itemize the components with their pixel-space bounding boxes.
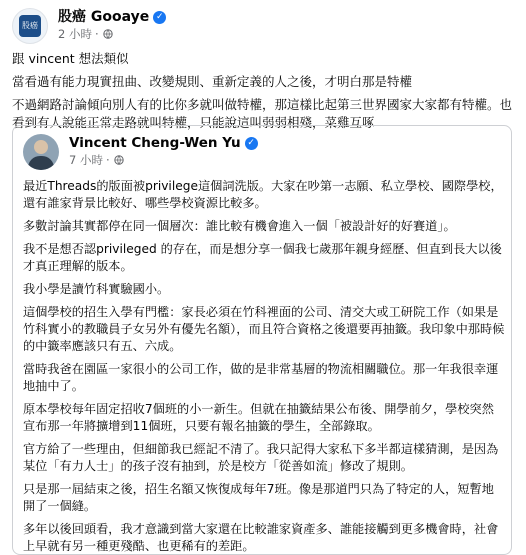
shared-post-timestamp[interactable]: 7 小時	[69, 153, 103, 167]
post-body	[12, 50, 517, 137]
shared-author-name[interactable]: Vincent Cheng-Wen Yu	[69, 135, 241, 151]
shared-paragraph: 多數討論其實都停在同一個層次：誰比較有機會進入一個「被設計好的好賽道」。	[23, 219, 456, 233]
globe-icon	[114, 155, 124, 165]
shared-post-body	[23, 178, 505, 555]
shared-paragraph: 原本學校每年固定招收7個班的小一新生。但就在抽籤結果公布後、開學前夕，學校突然宣布那一年將擴增到11個班，只要有報名抽籤的學生，全部錄取。	[23, 402, 494, 433]
shared-paragraph: 我小學是讀竹科實驗國小。	[23, 282, 170, 296]
shared-paragraph: 最近Threads的版面被privilege這個詞洗版。大家在吵第一志願、私立學校、國際學校，還有誰家背景比較好、哪些學校資源比較多。	[23, 179, 503, 210]
shared-paragraph: 多年以後回頭看，我才意識到當大家還在比較誰家資產多、誰能接觸到更多機會時，社會上早就有另一種更殘酷、也更稀有的差距。	[23, 522, 499, 553]
shared-post-header: Vincent Cheng-Wen Yu ✓ 7 小時 ·	[23, 134, 258, 170]
shared-post-card[interactable]	[12, 125, 512, 555]
verified-badge-icon: ✓	[153, 11, 166, 24]
post-paragraph: 不過網路討論傾向別人有的比你多就叫做特權，那這樣比起第三世界國家大家都有特權。也看到有人說能正常走路就叫特權，只能說這叫弱弱相殘，菜雞互啄	[12, 97, 513, 130]
shared-author-avatar[interactable]	[23, 134, 59, 170]
page-logo: 股癌	[19, 15, 41, 37]
post-paragraph: 當看過有能力現實扭曲、改變規則、重新定義的人之後，才明白那是特權	[12, 74, 413, 89]
shared-paragraph: 只是那一屆結束之後，招生名額又恢復成每年7班。像是那道門只為了特定的人，短暫地開了一個縫。	[23, 482, 494, 513]
shared-paragraph: 當時我爸在園區一家很小的公司工作，做的是非常基層的物流相關職位。那一年我很幸運地抽中了。	[23, 362, 499, 393]
verified-badge-icon: ✓	[245, 137, 258, 150]
post-timestamp[interactable]: 2 小時	[58, 27, 92, 41]
page-avatar[interactable]	[12, 8, 48, 44]
globe-icon	[103, 29, 113, 39]
shared-paragraph: 我不是想否認privileged 的存在，而是想分享一個我七歲那年親身經歷、但直到長大以後才真正理解的版本。	[23, 242, 502, 273]
shared-paragraph: 這個學校的招生入學有門檻：家長必須在竹科裡面的公司、清交大或工研院工作（如果是竹科實小的教職員子女另外有優先名額），而且符合資格之後還要再抽籤。我印象中那時候的中籤率應該只有五、六成。	[23, 305, 505, 353]
post-header: 股癌 股癌 Gooaye ✓ 2 小時 ·	[12, 8, 166, 42]
post-paragraph: 跟 vincent 想法類似	[12, 51, 129, 66]
page-name[interactable]: 股癌 Gooaye	[58, 9, 150, 25]
shared-paragraph: 官方給了一些理由，但細節我已經記不清了。我只記得大家私下多半都這樣猜測，是因為某位「有力人士」的孩子沒有抽到，於是校方「從善如流」修改了規則。	[23, 442, 499, 473]
